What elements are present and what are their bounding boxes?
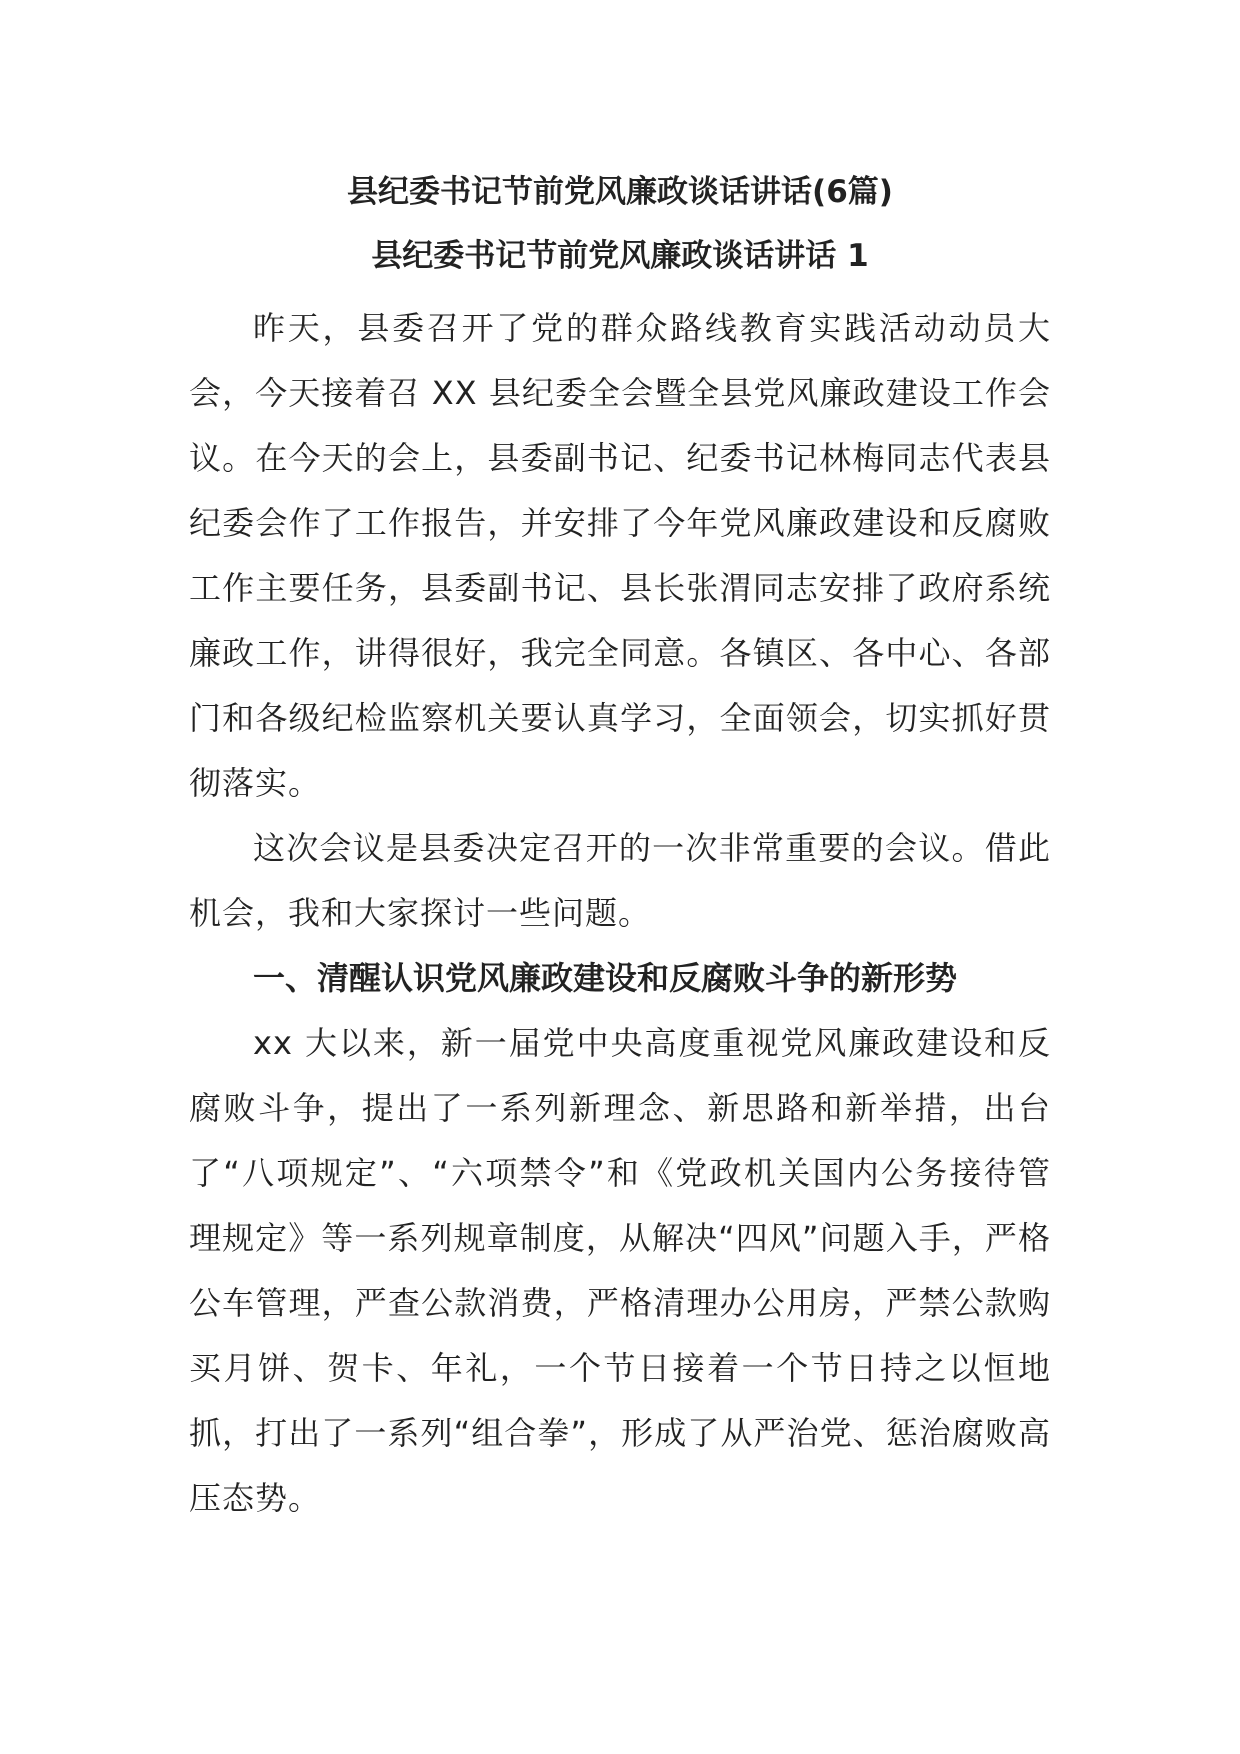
paragraph-1: 昨天，县委召开了党的群众路线教育实践活动动员大会，今天接着召 XX 县纪委全会暨全县党风廉政建设工作会议。在今天的会上，县委副书记、纪委书记林梅同志代表县纪委会作了工作报告，并安排了今年党风廉政建设和反腐败工作主要任务，县委副书记、县长张渭同志安排了政府系统廉政工作，讲得很好，我完全同意。各镇区、各中心、各部门和各级纪检监察机关要认真学习，全面领会，切实抓好贯彻落实。 [189,309,1051,802]
document-title: 县纪委书记节前党风廉政谈话讲话(6篇) [347,174,893,210]
section-paragraph: xx 大以来，新一届党中央高度重视党风廉政建设和反腐败斗争，提出了一系列新理念、新思路和新举措，出台了“八项规定”、“六项禁令”和《党政机关国内公务接待管理规定》等一系列规章制度，从解决“四风”问题入手，严格公车管理，严查公款消费，严格清理办公用房，严禁公款购买月饼、贺卡、年礼，一个节日接着一个节日持之以恒地抓，打出了一系列“组合拳”，形成了从严治党、惩治腐败高压态势。 [189,1024,1051,1517]
section-heading: 一、清醒认识党风廉政建设和反腐败斗争的新形势 [253,959,958,997]
document-body [189,172,1051,1531]
document-subtitle: 县纪委书记节前党风廉政谈话讲话 1 [371,238,869,274]
paragraph-2: 这次会议是县委决定召开的一次非常重要的会议。借此机会，我和大家探讨一些问题。 [189,829,1051,932]
